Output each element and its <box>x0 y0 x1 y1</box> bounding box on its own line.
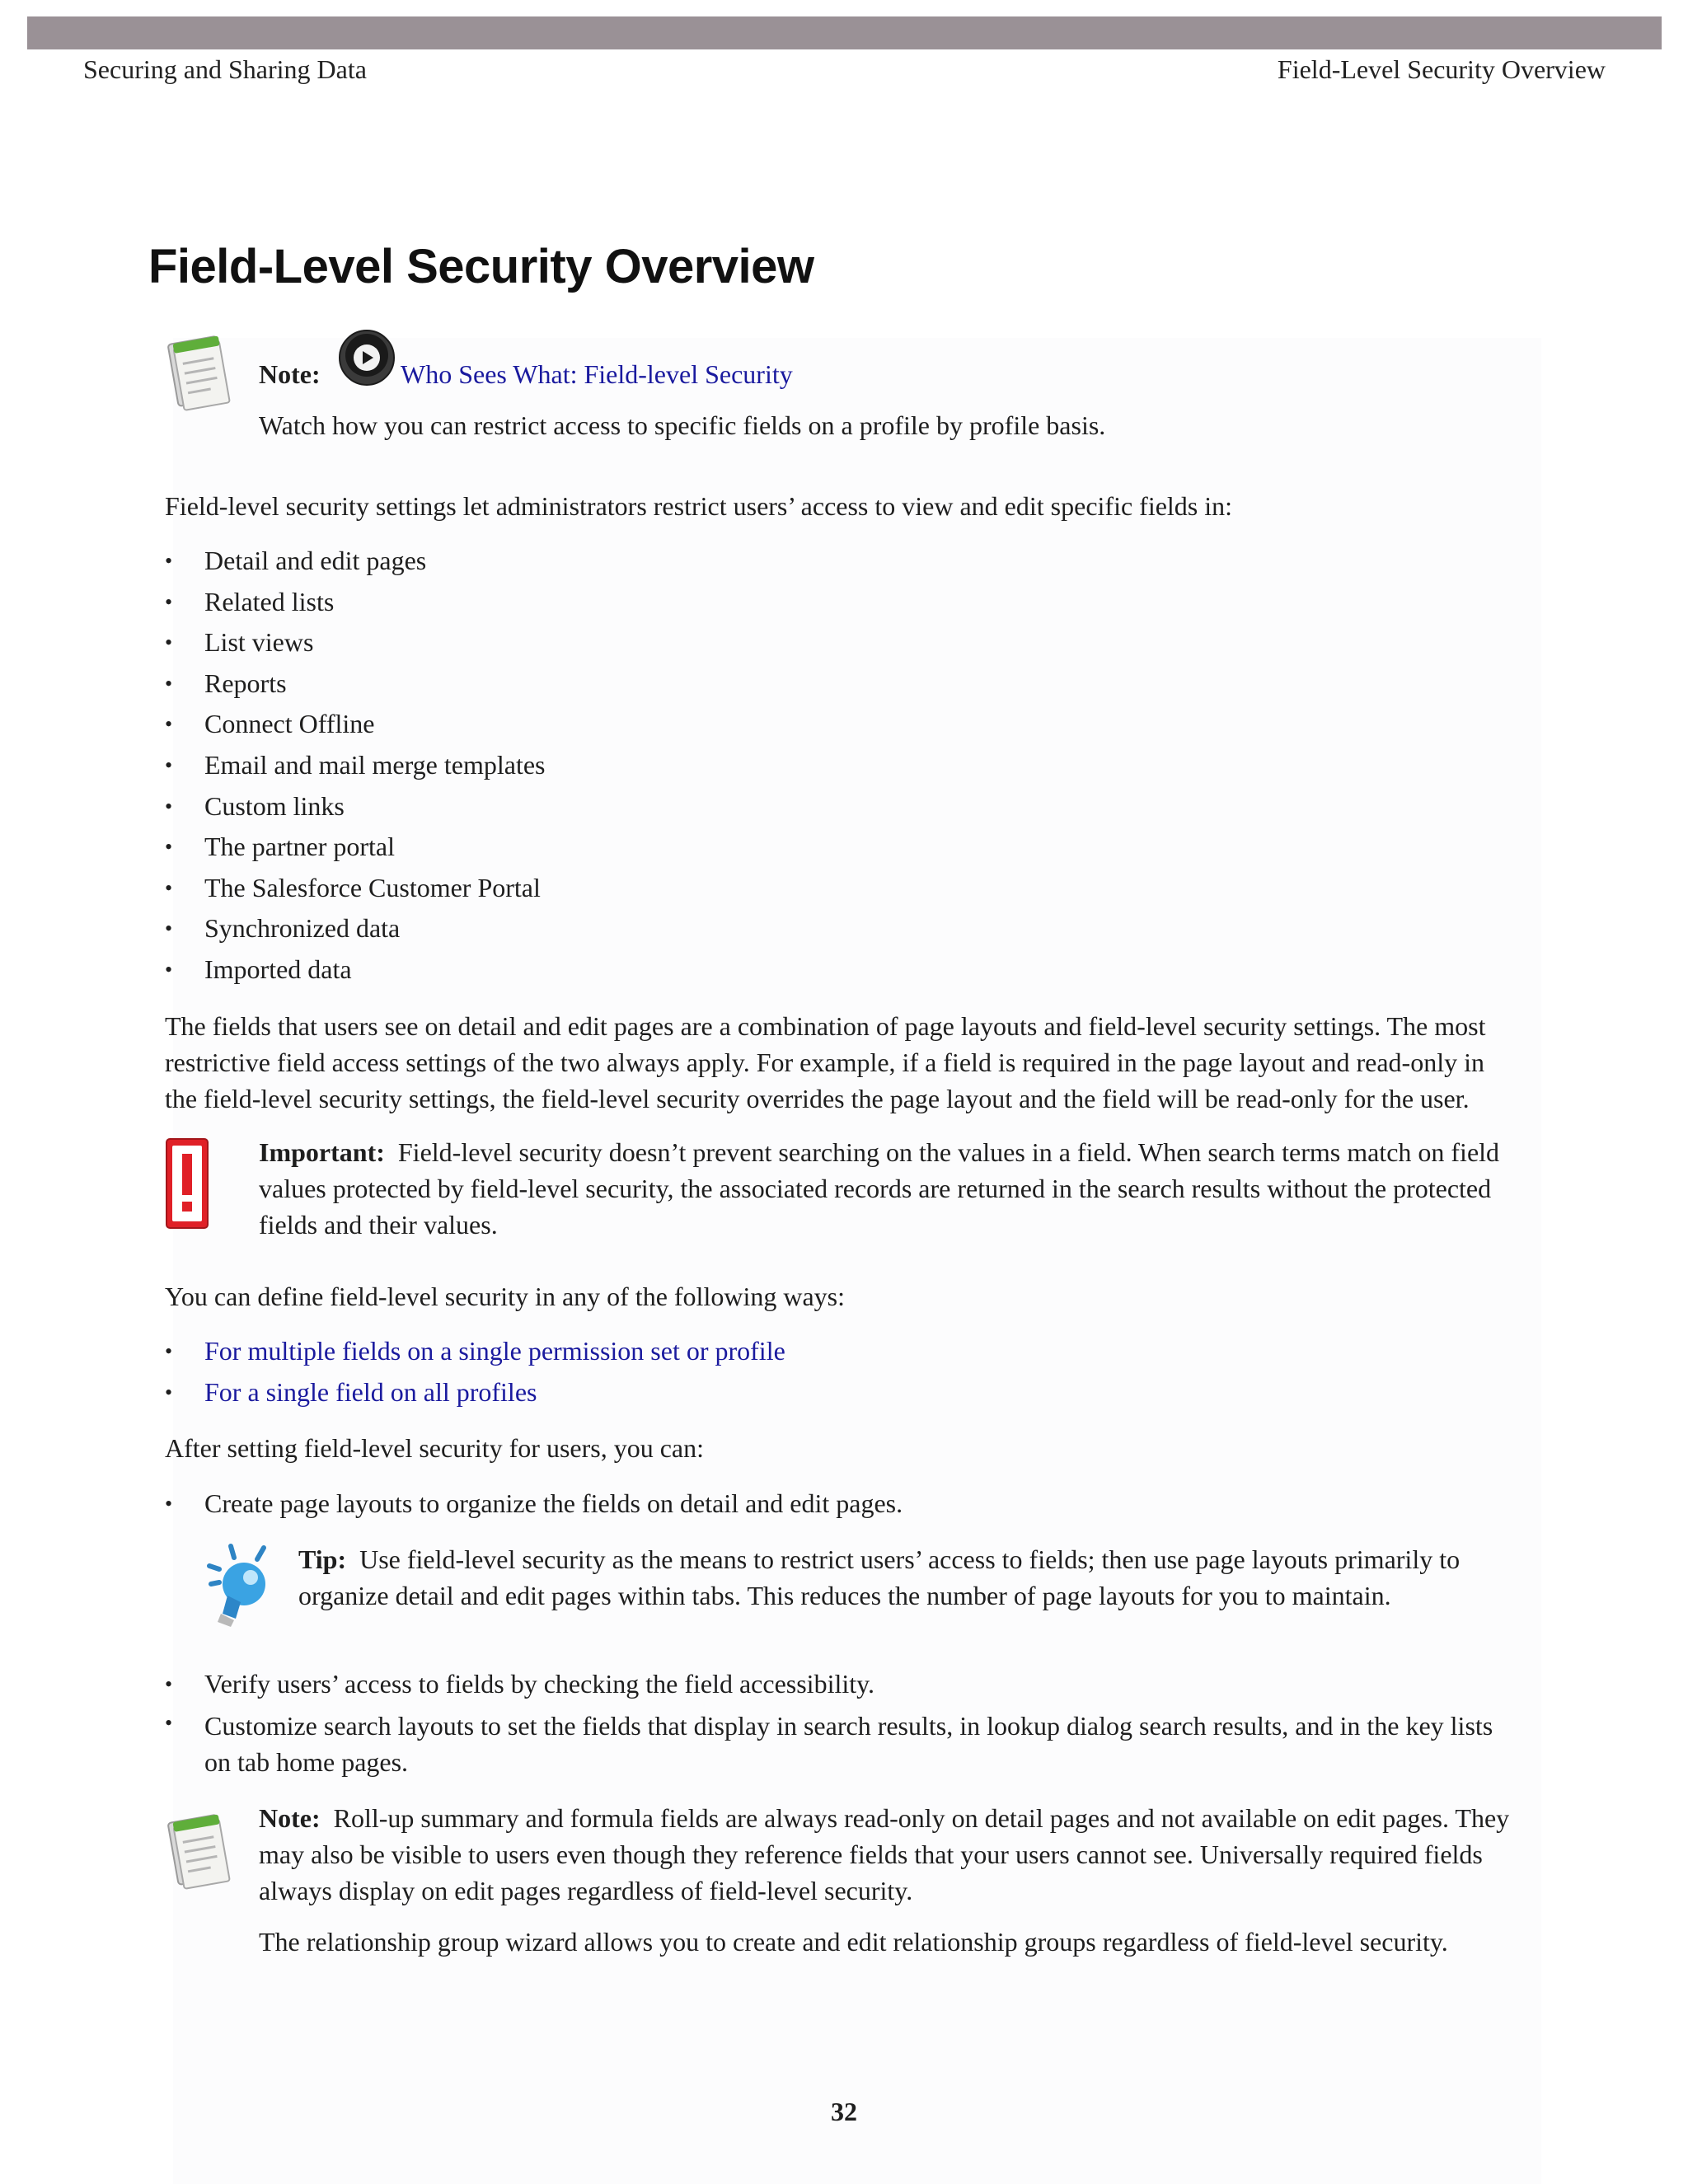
paragraph-line: the field-level security settings, the field-level security overrides the page layout and the field will be read-only for the user. <box>165 1084 1470 1113</box>
list-item: • Create page layouts to organize the fields on detail and edit pages. <box>165 1483 903 1525</box>
video-play-icon[interactable] <box>337 328 396 387</box>
tip-label: Tip: <box>298 1544 347 1574</box>
header-bar <box>27 16 1662 49</box>
list-item: • Related lists <box>165 582 546 623</box>
page-title: Field-Level Security Overview <box>148 240 814 293</box>
list-item: • Imported data <box>165 949 546 991</box>
list-item: • Custom links <box>165 786 546 827</box>
video-link[interactable]: Who Sees What: Field-level Security <box>401 359 793 389</box>
define-intro: You can define field-level security in any of the following ways: <box>165 1282 845 1311</box>
tip-text: organize detail and edit pages within tabs. This reduces the number of page layouts for you to maintain. <box>298 1581 1391 1610</box>
note-text: always display on edit pages regardless of field-level security. <box>259 1876 913 1905</box>
list-item <box>165 1372 785 1413</box>
lightbulb-icon <box>203 1541 274 1633</box>
list-item: • Connect Offline <box>165 704 546 745</box>
multiple-fields-link[interactable]: For multiple fields on a single permission set or profile <box>204 1336 785 1366</box>
list-item: • Verify users’ access to fields by checking the field accessibility. <box>165 1664 1493 1705</box>
list-item-line: on tab home pages. <box>204 1746 409 1777</box>
list-item: • Detail and edit pages <box>165 541 546 582</box>
paragraph-line: restrictive field access settings of the two always apply. For example, if a field is required in the page layout and read-only in <box>165 1047 1484 1077</box>
list-item: • The partner portal <box>165 827 546 868</box>
note-text: may also be visible to users even though they reference fields that your users cannot see. Universally required fields <box>259 1840 1483 1869</box>
single-field-link[interactable]: For a single field on all profiles <box>204 1376 537 1407</box>
list-item: • Reports <box>165 663 546 705</box>
define-links-list <box>165 1331 785 1413</box>
important-text: Field-level security doesn’t prevent searching on the values in a field. When search terms match on field <box>397 1137 1500 1167</box>
note-label: Note: <box>259 359 321 389</box>
after-list-rest <box>165 1664 1493 1780</box>
tip-text: Use field-level security as the means to restrict users’ access to fields; then use page layouts primarily to <box>359 1544 1461 1574</box>
note-text: Roll-up summary and formula fields are always read-only on detail pages and not available on edit pages. They <box>333 1803 1510 1833</box>
note-description: Watch how you can restrict access to specific fields on a profile by profile basis. <box>259 410 1106 440</box>
after-intro: After setting field-level security for users, you can: <box>165 1433 704 1463</box>
note-icon <box>165 328 234 417</box>
list-item: • List views <box>165 622 546 663</box>
after-list-first <box>165 1483 903 1525</box>
important-warning-icon <box>165 1137 209 1230</box>
list-item <box>165 1331 785 1372</box>
list-item: • Synchronized data <box>165 908 546 949</box>
tip-block <box>298 1541 1460 1614</box>
list-item: • Email and mail merge templates <box>165 745 546 786</box>
note-icon <box>165 1807 234 1896</box>
page-number: 32 <box>831 2097 857 2126</box>
note-label: Note: <box>259 1803 321 1833</box>
running-header-section: Securing and Sharing Data <box>83 54 367 84</box>
note2-extra: The relationship group wizard allows you to create and edit relationship groups regardless of field-level security. <box>259 1927 1448 1957</box>
running-header-topic: Field-Level Security Overview <box>1277 54 1606 84</box>
important-text: values protected by field-level security, the associated records are returned in the search results without the protected <box>259 1174 1492 1203</box>
paragraph-line: The fields that users see on detail and edit pages are a combination of page layouts and field-level security settings. The most <box>165 1011 1486 1041</box>
note-block <box>259 356 321 392</box>
field-locations-list <box>165 541 546 991</box>
list-item-line: • Customize search layouts to set the fields that display in search results, in lookup dialog search results, and in the key lists <box>204 1710 1493 1741</box>
note2-block <box>259 1800 1509 1909</box>
important-block <box>259 1134 1499 1243</box>
important-label: Important: <box>259 1137 385 1167</box>
layout-paragraph <box>165 1008 1485 1117</box>
important-text: fields and their values. <box>259 1210 498 1240</box>
list-item <box>165 1705 1493 1780</box>
intro-paragraph: Field-level security settings let administrators restrict users’ access to view and edit specific fields in: <box>165 491 1233 521</box>
list-item: • The Salesforce Customer Portal <box>165 868 546 909</box>
